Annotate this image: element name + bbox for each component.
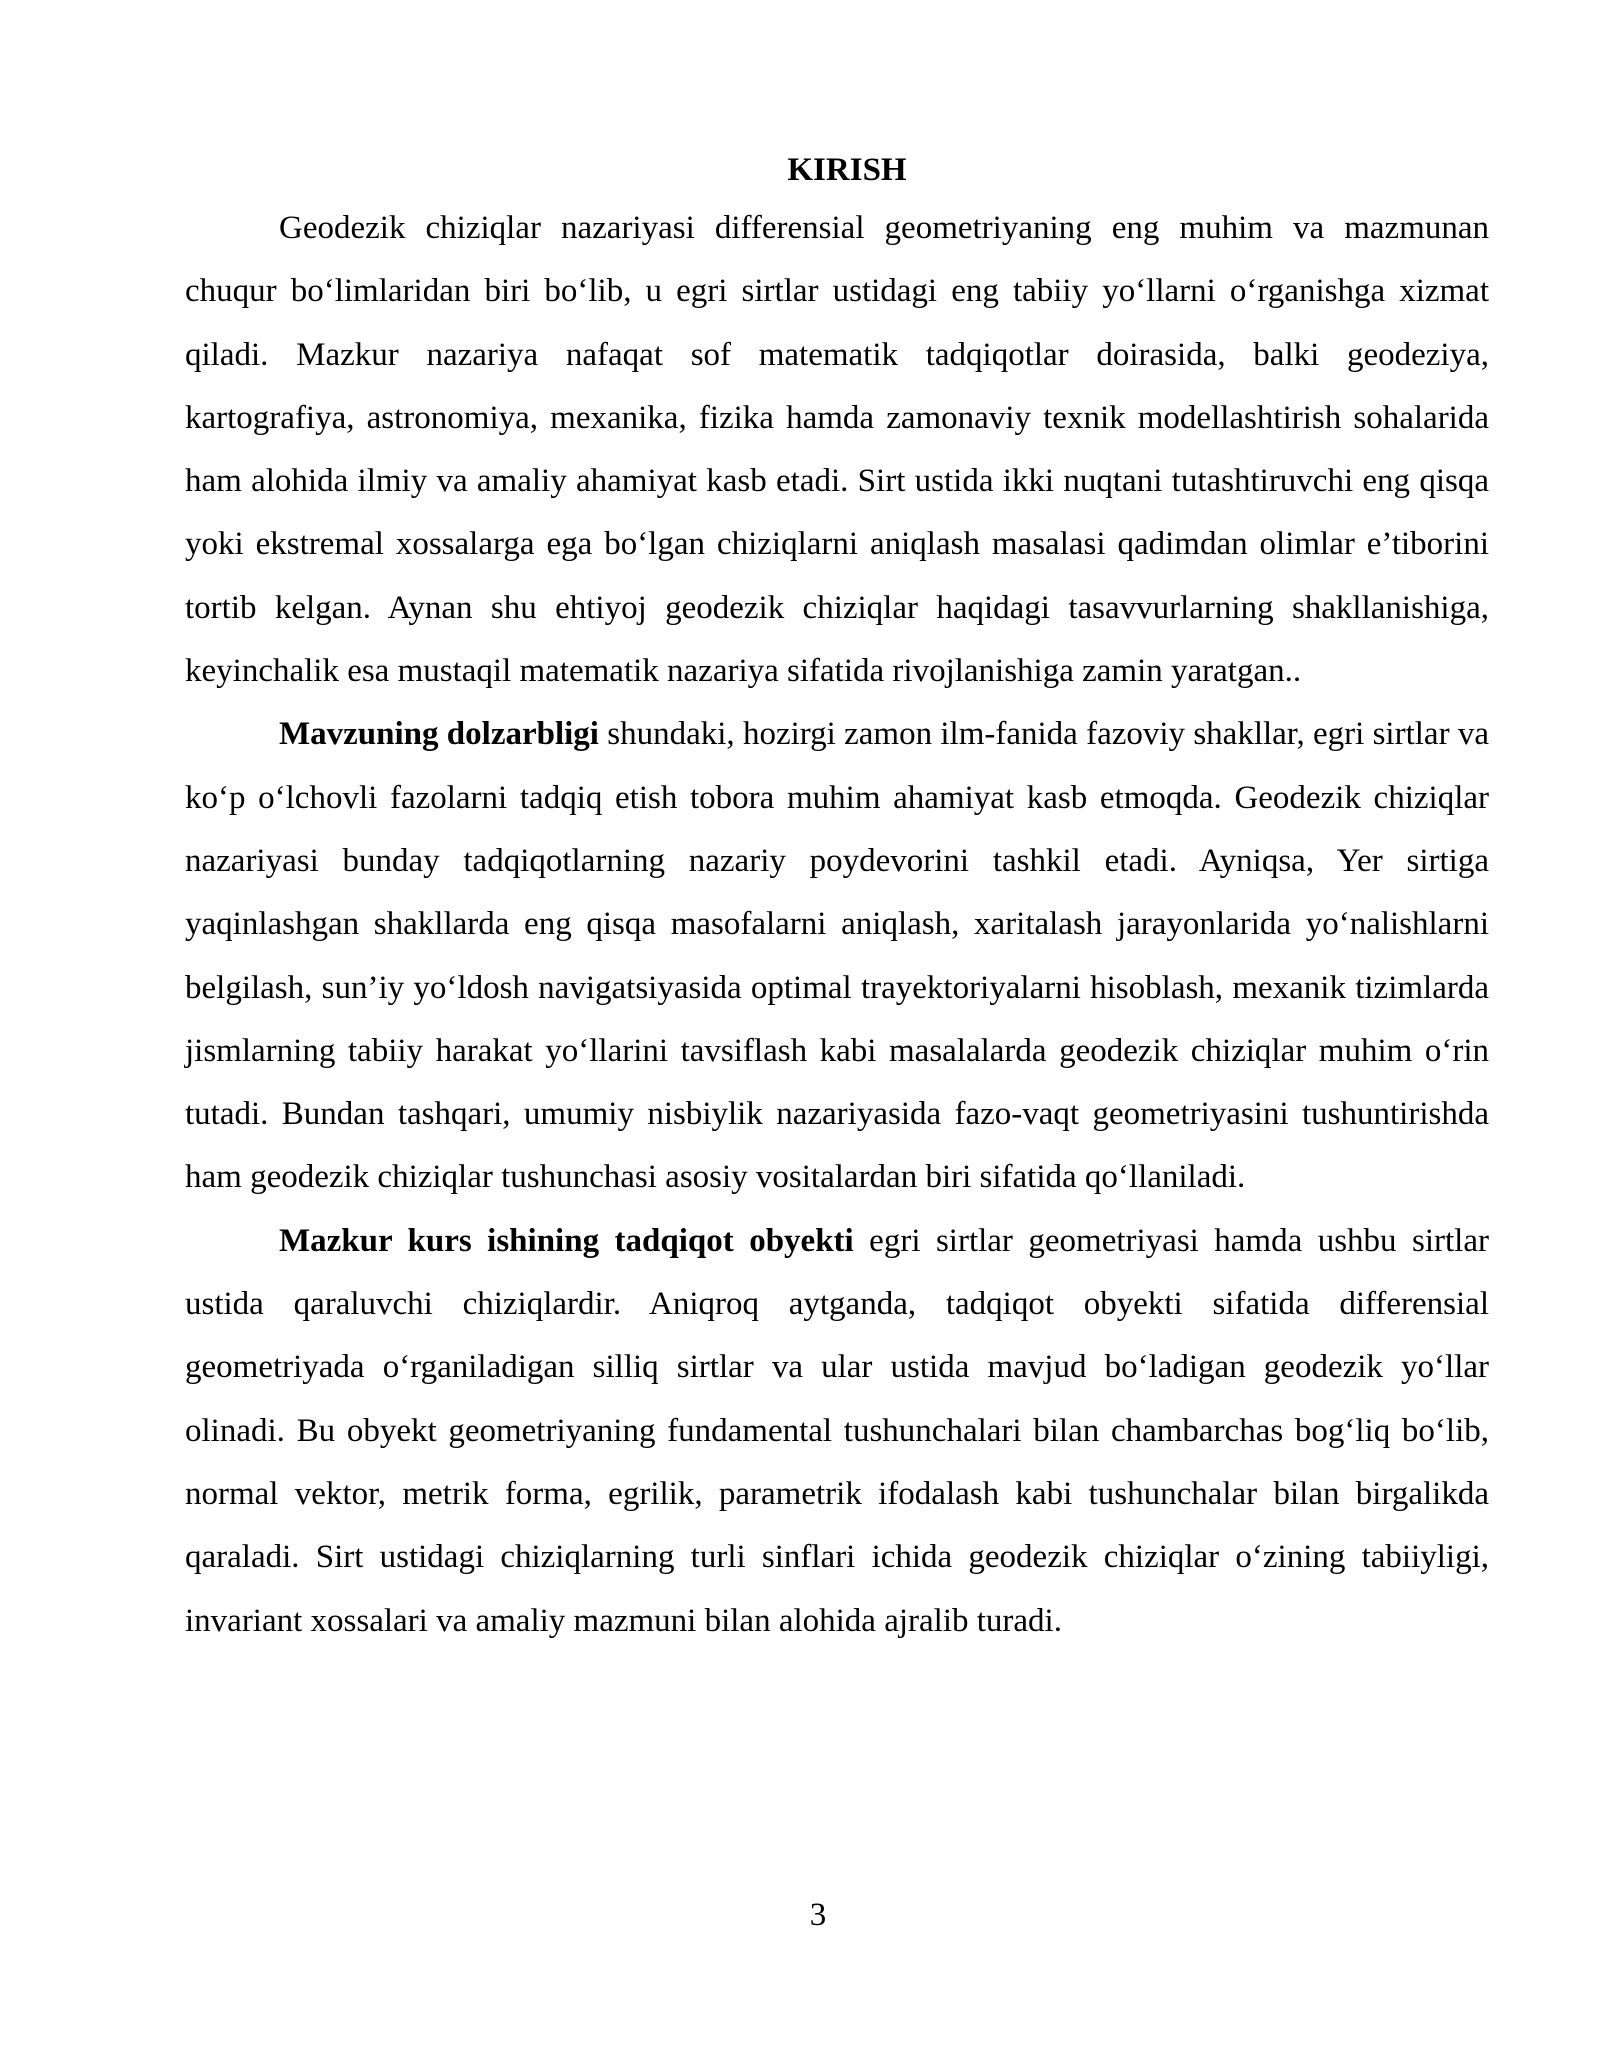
paragraph-relevance [185, 703, 1489, 1209]
page-content [185, 143, 1489, 1653]
paragraph-text: Geodezik chiziqlar nazariyasi differensial geometriyaning eng muhim va mazmunan chuqur bo‘limlaridan biri bo‘lib, u egri sirtlar ustidagi eng tabiiy yo‘llarni o‘rganishga xizmat qiladi. Mazkur nazariya nafaqat sof matematik tadqiqotlar doirasida, balki geodeziya, kartografiya, astronomiya, mexanika, fizika hamda zamonaviy texnik modellashtirish sohalarida ham alohida ilmiy va amaliy ahamiyat kasb etadi. Sirt ustida ikki nuqtani tutashtiruvchi eng qisqa yoki ekstremal xossalarga ega bo‘lgan chiziqlarni aniqlash masalasi qadimdan olimlar e’tiborini tortib kelgan. Aynan shu ehtiyoj geodezik chiziqlar haqidagi tasavvurlarning shakllanishiga, keyinchalik esa mustaqil matematik nazariya sifatida rivojlanishiga zamin yaratgan.. [185, 210, 1489, 690]
paragraph-lead: Mazkur kurs ishining tadqiqot obyekti [279, 1222, 854, 1259]
page-number: 3 [809, 1897, 827, 1933]
paragraph-introduction [185, 197, 1489, 703]
paragraph-lead: Mavzuning dolzarbligi [279, 716, 599, 753]
paragraph-text: shundaki, hozirgi zamon ilm-fanida fazoviy shakllar, egri sirtlar va ko‘p o‘lchovli fazolarni tadqiq etish tobora muhim ahamiyat kasb etmoqda. Geodezik chiziqlar nazariyasi bunday tadqiqotlarning nazariy poydevorini tashkil etadi. Ayniqsa, Yer sirtiga yaqinlashgan shakllarda eng qisqa masofalarni aniqlash, xaritalash jarayonlarida yo‘nalishlarni belgilash, sun’iy yo‘ldosh navigatsiyasida optimal trayektoriyalarni hisoblash, mexanik tizimlarda jismlarning tabiiy harakat yo‘llarini tavsiflash kabi masalalarda geodezik chiziqlar muhim o‘rin tutadi. Bundan tashqari, umumiy nisbiylik nazariyasida fazo-vaqt geometriyasini tushuntirishda ham geodezik chiziqlar tushunchasi asosiy vositalardan biri sifatida qo‘llaniladi. [185, 716, 1489, 1196]
paragraph-research-object [185, 1210, 1489, 1653]
paragraph-text: egri sirtlar geometriyasi hamda ushbu sirtlar ustida qaraluvchi chiziqlardir. Aniqroq aytganda, tadqiqot obyekti sifatida differensial geometriyada o‘rganiladigan silliq sirtlar va ular ustida mavjud bo‘ladigan geodezik yo‘llar olinadi. Bu obyekt geometriyaning fundamental tushunchalari bilan chambarchas bog‘liq bo‘lib, normal vektor, metrik forma, egrilik, parametrik ifodalash kabi tushunchalar bilan birgalikda qaraladi. Sirt ustidagi chiziqlarning turli sinflari ichida geodezik chiziqlar o‘zining tabiiyligi, invariant xossalari va amaliy mazmuni bilan alohida ajralib turadi. [185, 1222, 1489, 1639]
page-title: KIRISH [787, 152, 907, 188]
